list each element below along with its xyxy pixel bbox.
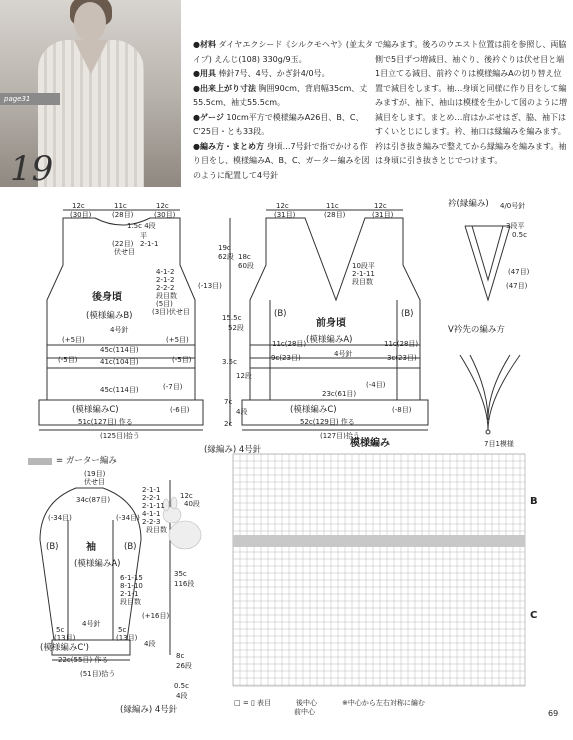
back-pattern: (模様編みB) — [86, 311, 133, 321]
back-row-1: 45c(114目) — [100, 346, 139, 354]
chart-label-c: C — [530, 610, 538, 621]
sleeve-minus-r: (-34目) — [116, 514, 140, 522]
front-needle: 4号針 — [334, 350, 353, 358]
back-row-5: (-7目) — [163, 383, 183, 391]
material-label: ●材料 — [193, 40, 216, 49]
sleeve-small-5: 4段 — [176, 692, 188, 700]
chart-title: 模様編み — [350, 438, 390, 449]
front-hem: 52c(129目) 作る — [300, 418, 355, 426]
sleeve-side-2: (13目) — [54, 634, 76, 642]
sleeve-edge-note: (縁編み) 4号針 — [120, 705, 178, 715]
back-neck-dec-1: 平 — [140, 232, 147, 240]
sleeve-b-left: (B) — [46, 542, 59, 552]
collar-count-l: (47目) — [506, 282, 528, 290]
chart-front-center: 前中心 — [294, 708, 315, 716]
side-dim-3: 18c — [238, 253, 251, 261]
back-bottom: (125目)拾う — [100, 432, 140, 440]
size-label: ●出来上がり寸法 — [193, 83, 256, 93]
v-collar-title: V衿先の編み方 — [448, 325, 505, 335]
sleeve-bottom: (51目)拾う — [80, 670, 116, 678]
front-neck-3: 段目数 — [352, 278, 373, 286]
front-count-6: (-4目) — [366, 381, 386, 389]
sleeve-inc-5: (+16目) — [142, 612, 170, 620]
front-dim-3: 11c — [326, 202, 339, 210]
front-count-2: 9c(23目) — [271, 354, 301, 362]
sleeve-small-1: 4段 — [144, 640, 156, 648]
back-arm-6: (3目)伏せ目 — [152, 308, 190, 316]
side-dim-11: 2c — [224, 420, 233, 428]
side-dim-4: 60段 — [238, 262, 254, 270]
back-dim-3: 11c — [114, 202, 127, 210]
method-text: 身頃…7号針で指でかける作り目をし、模様編みA、B、C、ガーター編みを図のように配置して4号針 — [193, 141, 370, 180]
sleeve-side-1: 5c — [56, 626, 65, 634]
side-dim-8: 12段 — [236, 372, 252, 380]
cap-dec-4: 4-1-1 — [142, 510, 161, 518]
cap-dec-5: 2-2-3 — [142, 518, 161, 526]
back-title: 後身頃 — [92, 292, 122, 303]
sleeve-b-right: (B) — [124, 542, 137, 552]
cap-dec-1: 2-1-1 — [142, 486, 161, 494]
side-dim-1: 19c — [218, 244, 231, 252]
sleeve-inc-2: 8-1-10 — [120, 582, 143, 590]
sleeve-height-1: 35c — [174, 570, 187, 578]
front-dim-4: (28目) — [324, 211, 346, 219]
side-dim-5: 15.5c — [222, 314, 242, 322]
back-row-2r: (-5目) — [172, 356, 192, 364]
front-title: 前身頃 — [316, 318, 346, 329]
side-dim-10: 4段 — [236, 408, 248, 416]
back-arm-2: 2-1-2 — [156, 276, 175, 284]
front-dim-5: 12c — [374, 202, 387, 210]
sleeve-small-3: 26段 — [176, 662, 192, 670]
sleeve-inc-4: 段目数 — [120, 598, 141, 606]
method-label: ●編み方・まとめ方 — [193, 141, 264, 151]
back-row-3: 41c(104目) — [100, 358, 139, 366]
sleeve-top-1: (19目) — [84, 470, 106, 478]
tools-text: 棒針7号、4号、かぎ針4/0号。 — [218, 69, 330, 78]
back-arm-4: 段目数 — [156, 292, 177, 300]
sleeve-pattern: (模様編みA) — [74, 559, 121, 569]
front-neck-2: 2-1-11 — [352, 270, 375, 278]
sleeve-title: 袖 — [86, 542, 96, 553]
gauge-label: ●ゲージ — [193, 112, 224, 122]
sleeve-side-4: (13目) — [116, 634, 138, 642]
material-text: ダイヤエクシード《シルクモヘヤ》(並太タイプ) えんじ(108) 330g/9玉。 — [193, 40, 373, 64]
back-dim-6: (30目) — [154, 211, 176, 219]
back-neck-note: 1.5c 4段 — [127, 222, 156, 230]
chart-center-back: 後中心 — [296, 699, 317, 707]
back-neck-dec-2: 2-1-1 — [140, 240, 159, 248]
side-dim-2: 62段 — [218, 253, 234, 261]
back-dim-1: 12c — [72, 202, 85, 210]
collar-count-r: (47目) — [508, 268, 530, 276]
collar-title: 衿(縁編み) — [448, 199, 489, 209]
sleeve-inc-3: 2-1-1 — [120, 590, 139, 598]
sleeve-height-2: 116段 — [174, 580, 195, 588]
cap-height-1: 12c — [180, 492, 193, 500]
edge-note: (縁編み) 4号針 — [204, 445, 262, 455]
sleeve-small-4: 0.5c — [174, 682, 189, 690]
back-row-4: 45c(114目) — [100, 386, 139, 394]
back-neck-dec-3: (22目) — [112, 240, 134, 248]
chart-legend: □ = ▯ 表目 — [234, 699, 272, 707]
collar-rows: 3段平 — [506, 222, 525, 230]
sleeve-inc-1: 6-1-15 — [120, 574, 143, 582]
sleeve-width: 34c(87目) — [76, 496, 111, 504]
front-neck-1: 10段平 — [352, 262, 375, 270]
cap-dec-3: 2-1-11 — [142, 502, 165, 510]
chart-repeat: 7目1模様 — [484, 440, 514, 448]
side-dim-6: 52段 — [228, 324, 244, 332]
back-arm-5: (5目) — [156, 300, 173, 308]
front-b-right: (B) — [401, 309, 414, 319]
front-dim-6: (31目) — [372, 211, 394, 219]
front-dim-1: 12c — [276, 202, 289, 210]
front-count-1: 11c(28目) — [272, 340, 307, 348]
page-number: 69 — [548, 709, 559, 718]
front-bottom: (127目)拾う — [320, 432, 360, 440]
back-pattern-c: (模様編みC) — [72, 405, 119, 415]
page-badge: page31 — [0, 93, 60, 105]
cap-dec-6: 段目数 — [146, 526, 167, 534]
cap-height-2: 40段 — [184, 500, 200, 508]
back-arm-3: 2-2-2 — [156, 284, 175, 292]
back-needle: 4号針 — [110, 326, 129, 334]
back-armhole: (-13目) — [198, 282, 222, 290]
front-count-4: 11c(28目) — [384, 340, 419, 348]
collar-width: 0.5c — [512, 231, 527, 239]
cap-dec-2: 2-2-1 — [142, 494, 161, 502]
garter-swatch — [28, 458, 52, 465]
notes-text: で編みます。後ろのウエスト位置は前を参照し、両脇側で5目ずつ増減目、袖ぐり、後衿ぐりは伏せ目と端1目立てる減目、前衿ぐりは模様編みAの切り替え位置で減目をします。袖…身頃と同様に作り目をして編みますが、袖下、袖山は模様を生かして図のように増減目をします。まとめ…肩はかぶせはぎ、脇、袖下はすくいとじにします。衿、袖口は縁編みを編みます。衿は引き抜き編みで整えてから縁編みを編みます。袖は身頃に引き抜きとじでつけます。 — [375, 40, 567, 165]
chart-label-b: B — [530, 496, 538, 507]
back-dim-2: (30目) — [70, 211, 92, 219]
side-dim-9: 7c — [224, 398, 233, 406]
sleeve-small-2: 8c — [176, 652, 185, 660]
front-gather: (-8目) — [392, 406, 412, 414]
back-dim-4: (28目) — [112, 211, 134, 219]
back-row-2: (-5目) — [58, 356, 78, 364]
back-arm-1: 4-1-2 — [156, 268, 175, 276]
sleeve-top-2: 伏せ目 — [84, 478, 105, 486]
front-b-left: (B) — [274, 309, 287, 319]
back-neck-dec-4: 伏せ目 — [114, 248, 135, 256]
sleeve-needle: 4号針 — [82, 620, 101, 628]
front-pattern: (模様編みA) — [306, 335, 353, 345]
pattern-number: 19 — [10, 149, 54, 189]
side-dim-7: 3.5c — [222, 358, 237, 366]
sleeve-minus-l: (-34目) — [48, 514, 72, 522]
back-side-plus-r: (+5目) — [166, 336, 189, 344]
back-dim-5: 12c — [156, 202, 169, 210]
back-hem: 51c(127目) 作る — [78, 418, 133, 426]
front-dim-2: (31目) — [274, 211, 296, 219]
front-count-3: 3c(23目) — [387, 354, 417, 362]
back-gather: (-6目) — [170, 406, 190, 414]
gauge-text: 10cm平方で模様編みA26目、B、C、C'25目・とも33段。 — [193, 112, 364, 136]
sleeve-pattern-c: (模様編みC') — [40, 643, 89, 653]
back-side-plus-l: (+5目) — [62, 336, 85, 344]
chart-center-note: ※中心から左右対称に編む — [342, 699, 425, 707]
sleeve-side-3: 5c — [118, 626, 127, 634]
garter-label: = ガーター編み — [56, 456, 117, 466]
size-text: 胸囲90cm、背肩幅35cm、丈55.5cm、袖丈55.5cm。 — [193, 83, 368, 107]
collar-needle: 4/0号針 — [500, 202, 526, 210]
front-count-5: 23c(61目) — [322, 390, 357, 398]
front-pattern-c: (模様編みC) — [290, 405, 337, 415]
sleeve-hem: 22c(55目) 作る — [58, 656, 109, 664]
tools-label: ●用具 — [193, 69, 216, 78]
